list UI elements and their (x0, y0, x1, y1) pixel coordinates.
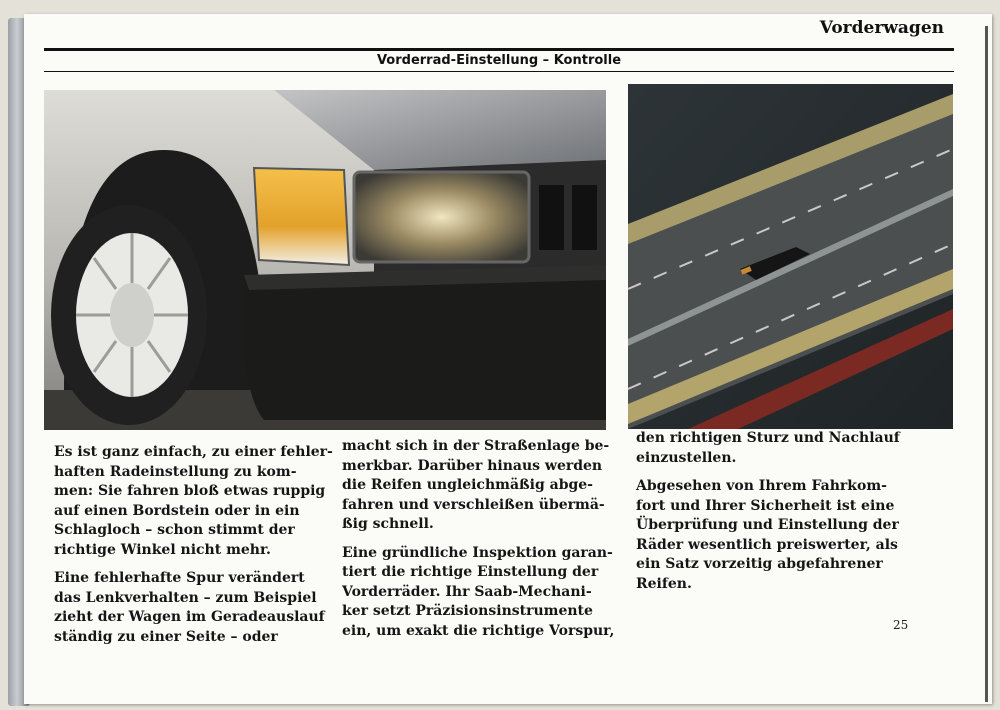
text-column-2 (342, 437, 632, 650)
bridge-aerial-illustration (628, 84, 953, 429)
car-front-illustration (44, 90, 606, 430)
section-title: Vorderwagen (819, 18, 944, 38)
paragraph: Es ist ganz einfach, zu einer fehler- haften Radeinstellung zu kom- men: Sie fahren bloß etwas ruppig auf einen Bordstein oder in ein Schlagloch – schon stimmt der richtige Winkel nicht mehr. (54, 444, 333, 558)
paragraph: macht sich in der Straßenlage be- merkbar. Darüber hinaus werden die Reifen ungleichmäßig abge- fahren und verschleißen übermä- ßig schnell. (342, 438, 610, 532)
paragraph: Eine gründliche Inspektion garan- tiert die richtige Einstellung der Vorderräder. Ihr Saab-Mechani- ker setzt Präzisionsinstrumente ein, um exakt die richtige Vorspur, (342, 544, 615, 639)
page-edge (985, 26, 988, 702)
header-rule-top (44, 48, 954, 51)
paragraph: Abgesehen von Ihrem Fahrkom- fort und Ihrer Sicherheit ist eine Überprüfung und Einstellung der Räder wesentlich preiswerter, als ein Satz vorzeitig abgefahrener Reifen. (636, 478, 899, 592)
page-subtitle: Vorderrad-Einstellung – Kontrolle (376, 53, 622, 68)
text-column-1 (54, 443, 344, 656)
page-number: 25 (893, 618, 909, 632)
text-column-3 (636, 429, 936, 603)
bridge-aerial-photo (628, 84, 953, 429)
paragraph: den richtigen Sturz und Nachlauf einzustellen. (636, 430, 900, 466)
paragraph: Eine fehlerhafte Spur verändert das Lenkverhalten – zum Beispiel zieht der Wagen im Geradeauslauf ständig zu einer Seite – oder (54, 570, 325, 645)
car-front-photo (44, 90, 606, 430)
header-rule-bottom (44, 71, 954, 72)
